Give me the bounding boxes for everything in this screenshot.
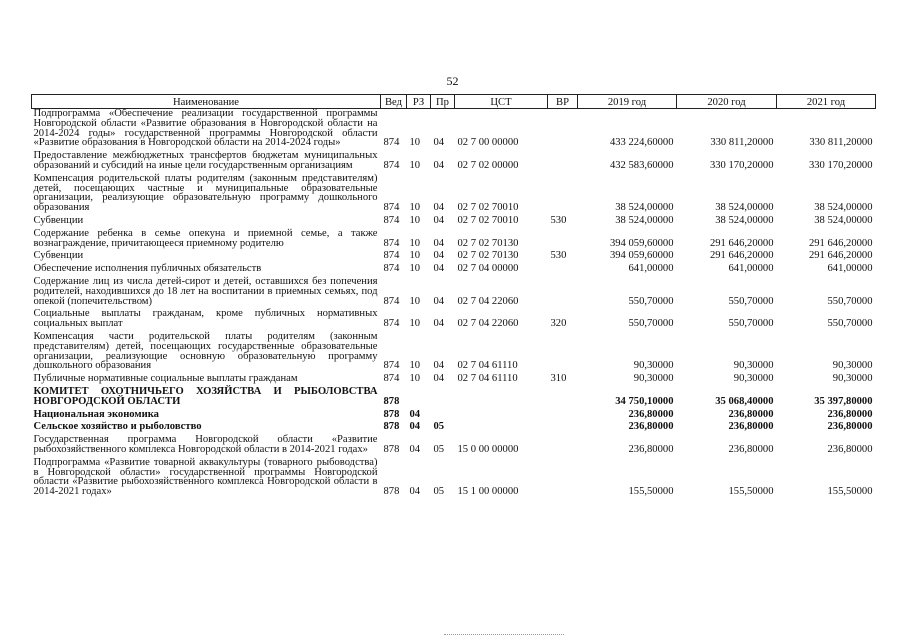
row-pr — [431, 407, 455, 420]
row-cst: 02 7 02 70010 — [457, 202, 519, 214]
row-2019: 394 059,60000 — [609, 237, 674, 249]
row-name: Государственная программа Новгородской области «Развитие рыбохозяйственного комплекса Новгородской области в 2014-2021 годах» — [33, 434, 378, 455]
row-pr: 04 — [433, 318, 445, 330]
row-ved: 878 — [383, 408, 400, 420]
row-2019: 34 750,10000 — [615, 395, 674, 407]
row-2019: 433 224,60000 — [609, 137, 674, 149]
row-vr — [548, 261, 578, 274]
row-vr: 530 — [550, 250, 567, 262]
scan-artifact — [444, 634, 564, 637]
row-ved: 874 — [383, 373, 400, 385]
row-vr — [548, 407, 578, 420]
row-pr: 04 — [433, 202, 445, 214]
row-2019: 550,70000 — [628, 318, 674, 330]
row-name: Субвенции — [33, 214, 84, 226]
row-name: Содержание ребенка в семье опекуна и приемной семье, а также вознаграждение, причитающееся приемному родителю — [33, 227, 378, 249]
row-name: Национальная экономика — [33, 408, 159, 420]
row-name: Публичные нормативные социальные выплаты гражданам — [33, 373, 298, 385]
row-pr: 04 — [433, 360, 445, 372]
table-row — [32, 407, 876, 420]
row-rz: 10 — [409, 373, 421, 385]
row-ved: 874 — [383, 318, 400, 330]
row-pr: 04 — [433, 295, 445, 307]
row-2020: 291 646,20000 — [709, 237, 774, 249]
row-2021: 330 811,20000 — [809, 137, 873, 149]
row-name: Обеспечение исполнения публичных обязательств — [33, 263, 262, 275]
row-vr — [548, 171, 578, 213]
row-ved: 874 — [383, 263, 400, 275]
row-pr: 04 — [433, 263, 445, 275]
row-rz: 10 — [409, 250, 421, 262]
table-row — [32, 419, 876, 432]
row-2019: 38 524,00000 — [615, 214, 674, 226]
row-pr: 04 — [433, 250, 445, 262]
row-cst — [455, 384, 548, 407]
row-cst: 02 7 04 00000 — [457, 263, 519, 275]
row-2021: 330 170,20000 — [808, 159, 873, 171]
row-rz: 04 — [409, 408, 421, 420]
row-2020: 155,50000 — [728, 486, 774, 498]
row-2019: 236,80000 — [628, 421, 674, 433]
row-pr: 05 — [433, 421, 445, 433]
row-name: Подпрограмма «Обеспечение реализации государственной программы Новгородской области «Развитие образования в Новгородской области на 2014-2024 годы» государственной программы Новгородской области «Развитие образования в Новгородской области на 2014-2024 годы» — [33, 108, 378, 149]
row-2021: 641,00000 — [827, 263, 873, 275]
row-2019: 90,30000 — [633, 360, 674, 372]
row-2020: 330 811,20000 — [710, 137, 774, 149]
row-pr: 05 — [433, 443, 445, 455]
row-pr: 04 — [433, 214, 445, 226]
row-2020: 90,30000 — [733, 373, 774, 385]
row-vr — [548, 109, 578, 149]
row-2021: 35 397,80000 — [814, 395, 873, 407]
table-row — [32, 226, 876, 249]
row-2020: 236,80000 — [728, 421, 774, 433]
row-rz: 10 — [409, 360, 421, 372]
row-vr — [548, 148, 578, 171]
row-2021: 550,70000 — [827, 295, 873, 307]
row-pr: 05 — [433, 486, 445, 498]
row-rz — [407, 384, 431, 407]
row-cst: 02 7 04 61110 — [457, 360, 518, 372]
row-cst: 02 7 00 00000 — [457, 137, 519, 149]
row-2019: 550,70000 — [628, 295, 674, 307]
row-vr: 530 — [550, 214, 567, 226]
row-2020: 641,00000 — [728, 263, 774, 275]
row-cst: 15 0 00 00000 — [457, 443, 519, 455]
table-row — [32, 274, 876, 306]
row-rz: 04 — [409, 443, 421, 455]
row-rz: 10 — [409, 159, 421, 171]
row-cst: 02 7 02 70010 — [457, 214, 519, 226]
row-ved: 874 — [383, 250, 400, 262]
row-vr — [548, 432, 578, 455]
row-name: Компенсация родительской платы родителям (законным представителям) детей, посещающих частные и муниципальные образовательные организации, реализующие образовательную программу дошкольного образования — [33, 172, 378, 214]
row-ved: 874 — [383, 202, 400, 214]
row-2020: 330 170,20000 — [709, 159, 774, 171]
row-ved: 874 — [383, 237, 400, 249]
row-pr: 04 — [433, 237, 445, 249]
row-name: Субвенции — [33, 250, 84, 262]
row-2021: 236,80000 — [827, 443, 873, 455]
table-row — [32, 432, 876, 455]
row-ved: 878 — [383, 486, 400, 498]
row-name: Подпрограмма «Развитие товарной аквакультуры (товарного рыбоводства) в Новгородской области» государственной программы Новгородской области «Развитие рыбохозяйственного комплекса Новгородской области в 2014-2021 годах» — [33, 456, 378, 498]
row-2021: 38 524,00000 — [814, 202, 873, 214]
row-cst: 02 7 04 22060 — [457, 295, 519, 307]
row-name: Предоставление межбюджетных трансфертов бюджетам муниципальных образований и субсидий на иные цели государственным организациям — [33, 150, 378, 171]
row-vr — [548, 455, 578, 497]
header-ved: Вед — [381, 95, 407, 109]
row-2021: 291 646,20000 — [808, 237, 873, 249]
row-ved: 874 — [383, 295, 400, 307]
row-rz: 10 — [409, 295, 421, 307]
row-2020: 236,80000 — [728, 443, 774, 455]
table-row — [32, 261, 876, 274]
row-cst — [455, 419, 548, 432]
row-2021: 236,80000 — [827, 408, 873, 420]
table-header — [32, 95, 876, 109]
row-ved: 878 — [383, 443, 400, 455]
header-name: Наименование — [32, 95, 381, 109]
row-pr: 04 — [433, 373, 445, 385]
row-ved: 874 — [383, 360, 400, 372]
row-cst: 02 7 02 70130 — [457, 250, 519, 262]
row-2020: 550,70000 — [728, 295, 774, 307]
row-rz: 10 — [409, 237, 421, 249]
row-name: Содержание лиц из числа детей-сирот и детей, оставшихся без попечения родителей, находившихся до 18 лет на воспитании в приемных семьях, под опекой (попечительством) — [33, 275, 378, 307]
row-2019: 432 583,60000 — [609, 159, 674, 171]
row-2021: 291 646,20000 — [808, 250, 873, 262]
row-2020: 35 068,40000 — [715, 395, 774, 407]
table-row — [32, 171, 876, 213]
row-pr: 04 — [433, 159, 445, 171]
header-vr: ВР — [548, 95, 578, 109]
row-vr — [548, 226, 578, 249]
header-2019: 2019 год — [578, 95, 677, 109]
header-rz: РЗ — [407, 95, 431, 109]
row-2019: 394 059,60000 — [609, 250, 674, 262]
row-rz: 10 — [409, 137, 421, 149]
row-vr — [548, 419, 578, 432]
table-row — [32, 455, 876, 497]
table-row — [32, 329, 876, 371]
row-ved: 878 — [383, 395, 400, 407]
row-name: Социальные выплаты гражданам, кроме публичных нормативных социальных выплат — [33, 308, 378, 330]
row-rz: 10 — [409, 263, 421, 275]
row-2020: 236,80000 — [728, 408, 774, 420]
row-vr — [548, 384, 578, 407]
row-2020: 38 524,00000 — [715, 202, 774, 214]
row-ved: 874 — [383, 214, 400, 226]
row-cst: 02 7 04 61110 — [457, 373, 518, 385]
table-row — [32, 248, 876, 261]
row-2019: 236,80000 — [628, 443, 674, 455]
row-vr — [548, 274, 578, 306]
table-row — [32, 306, 876, 329]
row-2020: 550,70000 — [728, 318, 774, 330]
row-2021: 236,80000 — [827, 421, 873, 433]
row-cst: 02 7 02 00000 — [457, 159, 519, 171]
row-cst: 15 1 00 00000 — [457, 486, 519, 498]
budget-table — [31, 94, 876, 497]
table-body — [32, 109, 876, 497]
row-2021: 38 524,00000 — [814, 214, 873, 226]
row-2021: 155,50000 — [827, 486, 873, 498]
row-2020: 38 524,00000 — [715, 214, 774, 226]
table-row — [32, 384, 876, 407]
row-ved: 874 — [383, 137, 400, 149]
row-2019: 38 524,00000 — [615, 202, 674, 214]
row-2021: 550,70000 — [827, 318, 873, 330]
table-row — [32, 109, 876, 149]
row-cst: 02 7 02 70130 — [457, 237, 519, 249]
row-ved: 874 — [383, 159, 400, 171]
row-name: Сельское хозяйство и рыболовство — [33, 421, 202, 433]
table-row — [32, 148, 876, 171]
row-vr: 310 — [550, 373, 567, 385]
row-pr — [431, 384, 455, 407]
page-number: 52 — [446, 74, 459, 88]
row-rz: 04 — [409, 486, 421, 498]
row-pr: 04 — [433, 137, 445, 149]
row-rz: 04 — [409, 421, 421, 433]
row-2019: 155,50000 — [628, 486, 674, 498]
row-2020: 291 646,20000 — [709, 250, 774, 262]
table-row — [32, 371, 876, 384]
header-pr: Пр — [431, 95, 455, 109]
row-rz: 10 — [409, 202, 421, 214]
table-row — [32, 213, 876, 226]
row-2020: 90,30000 — [733, 360, 774, 372]
row-vr — [548, 329, 578, 371]
row-cst — [455, 407, 548, 420]
row-vr: 320 — [550, 318, 567, 330]
row-2019: 641,00000 — [628, 263, 674, 275]
header-2020: 2020 год — [677, 95, 777, 109]
row-2019: 236,80000 — [628, 408, 674, 420]
header-cst: ЦСТ — [455, 95, 548, 109]
row-name: Компенсация части родительской платы родителям (законным представителям) детей, посещающих государственные образовательные организации, реализующие основную образовательную программу дошкольного образования — [33, 330, 378, 372]
row-2021: 90,30000 — [832, 360, 873, 372]
row-name: КОМИТЕТ ОХОТНИЧЬЕГО ХОЗЯЙСТВА И РЫБОЛОВСТВА НОВГОРОДСКОЙ ОБЛАСТИ — [33, 385, 378, 407]
row-rz: 10 — [409, 318, 421, 330]
header-2021: 2021 год — [777, 95, 876, 109]
row-rz: 10 — [409, 214, 421, 226]
header-row — [32, 95, 876, 109]
row-cst: 02 7 04 22060 — [457, 318, 519, 330]
row-2019: 90,30000 — [633, 373, 674, 385]
row-ved: 878 — [383, 421, 400, 433]
row-2021: 90,30000 — [832, 373, 873, 385]
